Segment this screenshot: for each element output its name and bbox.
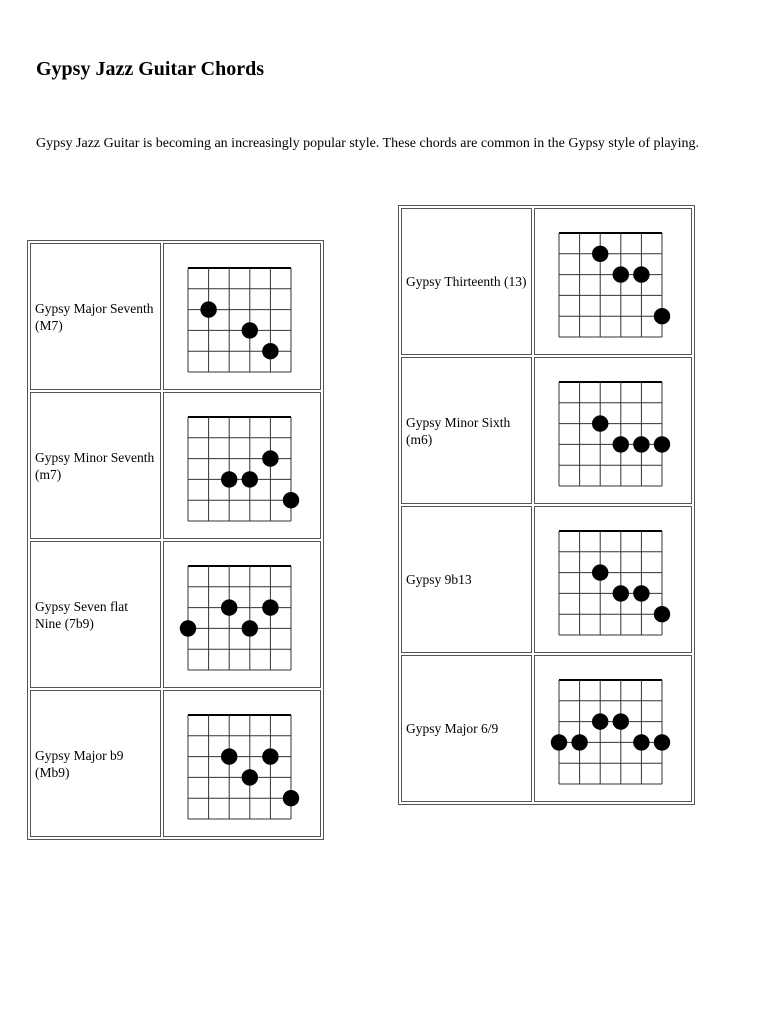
chord-diagram [163,690,321,837]
intro-paragraph: Gypsy Jazz Guitar is becoming an increasingly popular style. These chords are common in the Gypsy style of playing. [36,136,700,151]
finger-dot [613,436,629,452]
finger-dot [242,769,258,785]
chord-row [30,392,321,539]
chord-name: Gypsy Major 6/9 [401,655,532,802]
finger-dot [613,713,629,729]
chord-name: Gypsy Major Seventh (M7) [30,243,161,390]
chord-grid-svg [535,209,688,354]
chord-grid-svg [164,691,317,836]
chord-diagram [534,655,692,802]
finger-dot [221,748,237,764]
finger-dot [613,266,629,282]
chord-diagram [534,357,692,504]
finger-dot [242,322,258,338]
chord-row [401,208,692,355]
finger-dot [262,599,278,615]
finger-dot [262,450,278,466]
finger-dot [633,585,649,601]
finger-dot [262,748,278,764]
finger-dot [654,734,670,750]
finger-dot [613,585,629,601]
finger-dot [592,246,608,262]
finger-dot [200,301,216,317]
finger-dot [283,790,299,806]
finger-dot [551,734,567,750]
chord-grid-svg [535,358,688,503]
finger-dot [654,436,670,452]
finger-dot [221,471,237,487]
finger-dot [633,266,649,282]
chord-grid-svg [164,244,317,389]
chord-table-right [398,205,695,805]
chord-name: Gypsy Thirteenth (13) [401,208,532,355]
chord-grid-svg [164,542,317,687]
finger-dot [592,564,608,580]
chord-grid-svg [164,393,317,538]
finger-dot [592,415,608,431]
chord-diagram [163,243,321,390]
chord-row [401,655,692,802]
chord-diagram [163,541,321,688]
chord-diagram [534,208,692,355]
finger-dot [654,606,670,622]
chord-row [30,690,321,837]
finger-dot [242,620,258,636]
chord-diagram [163,392,321,539]
finger-dot [283,492,299,508]
finger-dot [221,599,237,615]
chord-grid-svg [535,656,688,801]
chord-diagram [534,506,692,653]
finger-dot [180,620,196,636]
finger-dot [633,734,649,750]
finger-dot [654,308,670,324]
chord-name: Gypsy Minor Seventh (m7) [30,392,161,539]
chord-name: Gypsy Major b9 (Mb9) [30,690,161,837]
chord-name: Gypsy Minor Sixth (m6) [401,357,532,504]
finger-dot [571,734,587,750]
chord-name: Gypsy 9b13 [401,506,532,653]
finger-dot [262,343,278,359]
chord-row [30,243,321,390]
chord-row [401,506,692,653]
chord-row [30,541,321,688]
chord-grid-svg [535,507,688,652]
finger-dot [592,713,608,729]
finger-dot [242,471,258,487]
chord-row [401,357,692,504]
chord-table-left [27,240,324,840]
page-title: Gypsy Jazz Guitar Chords [36,58,264,80]
chord-name: Gypsy Seven flat Nine (7b9) [30,541,161,688]
finger-dot [633,436,649,452]
